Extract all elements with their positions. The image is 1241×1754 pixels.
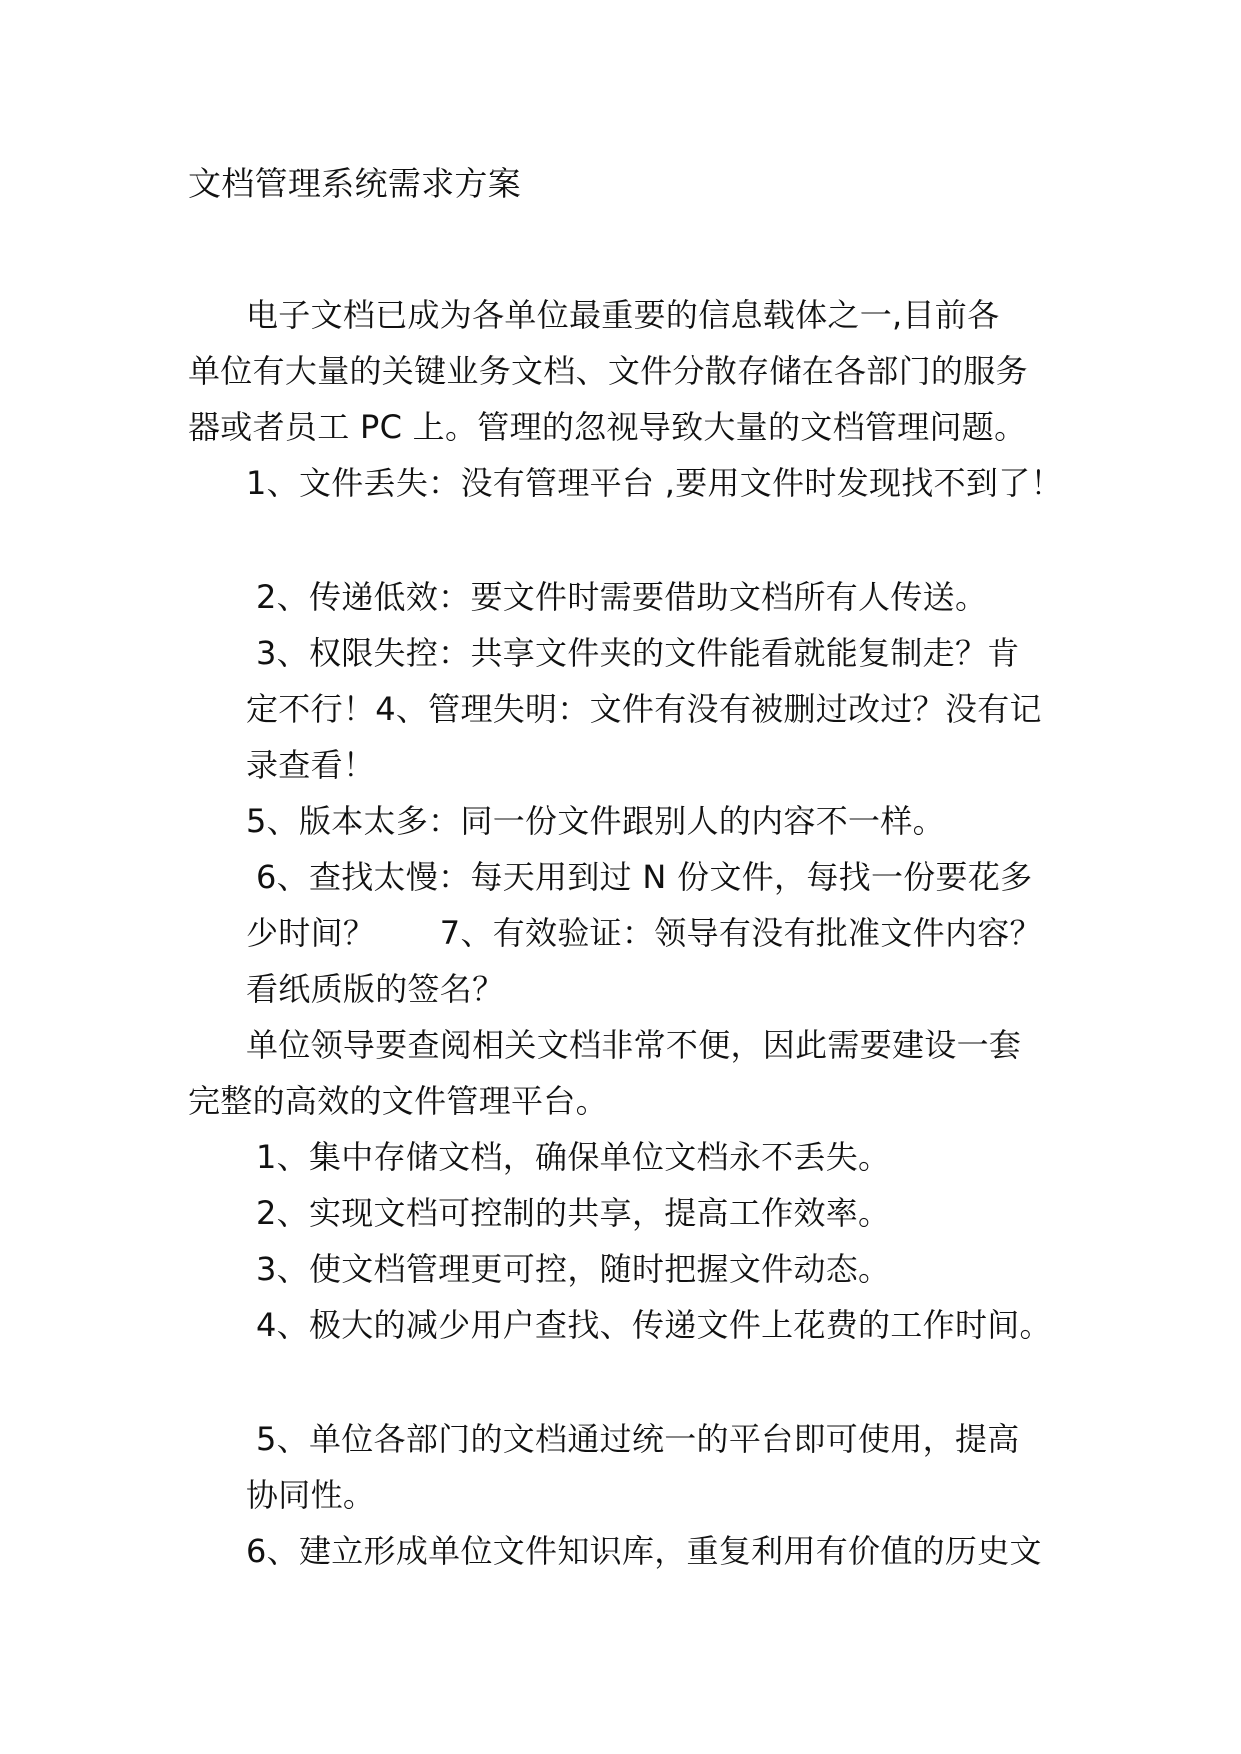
body-line: 器或者员工 PC 上。管理的忽视导致大量的文档管理问题。 [188, 408, 1027, 446]
body-line: 3、使文档管理更可控，随时把握文件动态。 [256, 1250, 891, 1288]
body-line: 录查看！ [246, 746, 376, 784]
body-line: 完整的高效的文件管理平台。 [188, 1082, 608, 1120]
body-line: 看纸质版的签名？ [246, 970, 505, 1008]
body-line: 4、极大的减少用户查找、传递文件上花费的工作时间。 [256, 1306, 1052, 1344]
body-line: 协同性。 [246, 1476, 376, 1514]
body-line: 6、查找太慢：每天用到过 N 份文件，每找一份要花多 [256, 858, 1033, 896]
body-line: 2、实现文档可控制的共享，提高工作效率。 [256, 1194, 891, 1232]
body-line: 2、传递低效：要文件时需要借助文档所有人传送。 [256, 578, 988, 616]
body-line: 6、建立形成单位文件知识库，重复利用有价值的历史文 [246, 1532, 1042, 1570]
body-line: 1、文件丢失：没有管理平台 ,要用文件时发现找不到了！ [246, 464, 1063, 502]
body-line: 单位有大量的关键业务文档、文件分散存储在各部门的服务 [188, 352, 1028, 390]
body-line: 1、集中存储文档，确保单位文档永不丢失。 [256, 1138, 891, 1176]
body-line: 单位领导要查阅相关文档非常不便，因此需要建设一套 [246, 1026, 1022, 1064]
body-line: 少时间？ 7、有效验证：领导有没有批准文件内容？ [246, 914, 1042, 952]
body-line: 电子文档已成为各单位最重要的信息载体之一,目前各 [246, 296, 1000, 334]
body-line: 5、版本太多：同一份文件跟别人的内容不一样。 [246, 802, 945, 840]
body-line: 定不行！4、管理失明：文件有没有被删过改过？没有记 [246, 690, 1042, 728]
body-line: 5、单位各部门的文档通过统一的平台即可使用，提高 [256, 1420, 1020, 1458]
document-title: 文档管理系统需求方案 [188, 164, 521, 203]
body-line: 3、权限失控：共享文件夹的文件能看就能复制走？肯 [256, 634, 1020, 672]
